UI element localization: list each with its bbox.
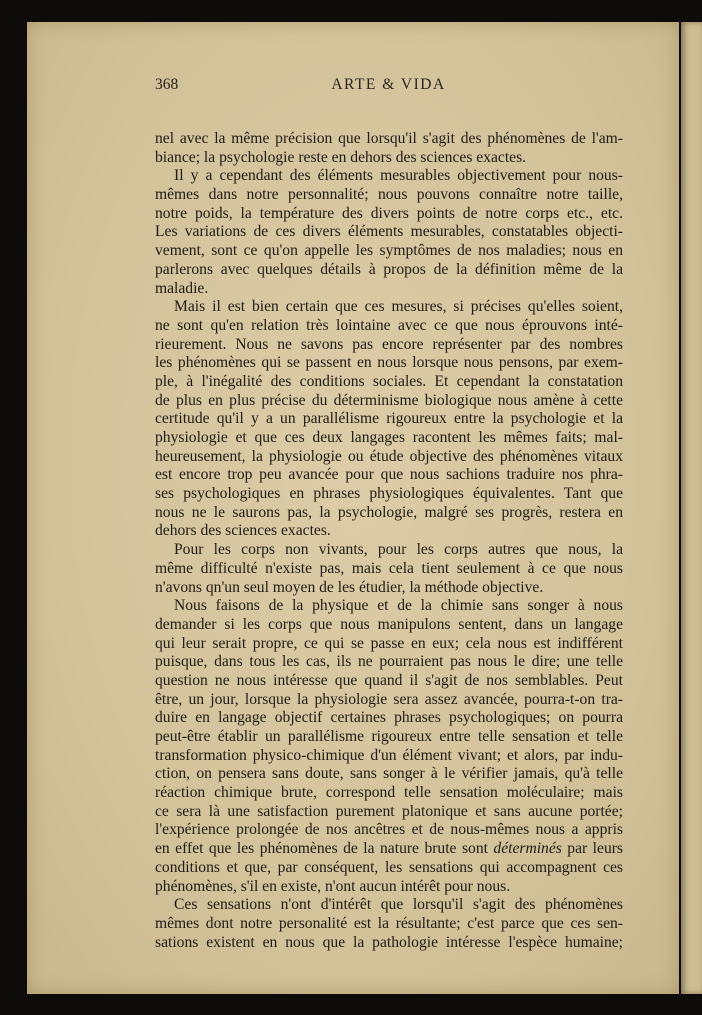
text-line: ple, à l'inégalité des conditions sociales. Et cependant la constatation [155, 372, 623, 390]
text-line: transformation physico-chimique d'un élément vivant; et alors, par indu- [155, 746, 623, 764]
text-line: conditions et que, par conséquent, les sensations qui accompagnent ces [155, 858, 623, 876]
text-line: être, un jour, lorsque la physiologie sera assez avancée, pourra-t-on tra- [155, 690, 623, 708]
text-line: heureusement, la physiologie ou étude objective des phénomènes vitaux [155, 447, 623, 465]
running-title: ARTE & VIDA [331, 76, 446, 93]
text-line: nous ne le saurons pas, la psychologie, malgré ses progrès, restera en [155, 503, 623, 521]
text-line: peut-être établir un parallélisme rigoureux entre telle sensation et telle [155, 728, 623, 745]
text-line: qui leur serait propre, ce qui se passe en eux; cela nous est indifférent [155, 634, 623, 652]
text-line: est encore trop peu avancée pour que nous sachions traduire nos phra- [155, 466, 623, 484]
text-line: question ne nous intéresse que quand il s'agit de nos semblables. Peut [155, 671, 623, 689]
text-line: nel avec la même précision que lorsqu'il s'agit des phénomènes de l'am- [155, 130, 623, 147]
text-line: Pour les corps non vivants, pour les corps autres que nous, la [174, 541, 623, 559]
text-line: ction, on pensera sans doute, sans songer à le vérifier jamais, qu'à telle [155, 765, 623, 783]
text-line-with-italic [155, 840, 623, 859]
text-line: de plus en plus précise du déterminisme biologique nous amène à cette [155, 391, 623, 409]
text-line: demander si les corps que nous manipulons sentent, dans un langage [155, 615, 623, 633]
text-line: rieurement. Nous ne savons pas encore représenter par des nombres [155, 335, 623, 353]
page-header [155, 76, 622, 100]
italic-phrase: déterminés [493, 840, 562, 858]
text-segment: par leurs [561, 840, 623, 858]
text-line: réaction chimique brute, correspond telle sensation moléculaire; mais [155, 784, 623, 802]
text-line: phénomènes, s'il en existe, n'ont aucun intérêt pour nous. [155, 877, 511, 895]
text-line: physiologie et que ces deux langages racontent les mêmes faits; mal- [155, 429, 623, 446]
text-line: Les variations de ces divers éléments mesurables, constatables objecti- [155, 223, 623, 241]
body-text [155, 130, 623, 952]
adjacent-page-edge [681, 22, 702, 994]
text-line: ne sont qu'en relation très lointaine avec ce que nous éprouvons inté- [155, 316, 623, 334]
text-line: l'expérience prolongée de nos ancêtres et de nous-mêmes nous a appris [155, 821, 623, 839]
text-line: biance; la psychologie reste en dehors des sciences exactes. [155, 148, 527, 166]
text-line: maladie. [155, 279, 209, 297]
page-number: 368 [155, 76, 179, 93]
text-line: Il y a cependant des éléments mesurables objectivement pour nous- [174, 167, 623, 185]
text-line: mêmes dont notre personalité est la résultante; c'est parce que ces sen- [155, 914, 623, 932]
text-line: ce sera là une satisfaction purement platonique et sans aucune portée; [155, 802, 623, 820]
text-line: n'avons qn'un seul moyen de les étudier, la méthode objective. [155, 578, 544, 596]
text-line: sations existent en nous que la pathologie intéresse l'espèce humaine; [155, 933, 623, 951]
text-segment: en effet que les phénomènes de la nature brute sont [155, 840, 494, 858]
text-line: notre poids, la température des divers points de notre corps etc., etc. [155, 204, 623, 222]
text-line: mêmes dans notre personnalité; nous pouvons connaître notre taille, [155, 186, 623, 204]
text-line: dehors des sciences exactes. [155, 522, 331, 540]
text-line: duire en langage objectif certaines phrases psychologiques; on pourra [155, 709, 623, 727]
text-line: Nous faisons de la physique et de la chimie sans songer à nous [174, 597, 623, 615]
text-line: certitude qu'il y a un parallélisme rigoureux entre la psychologie et la [155, 410, 623, 428]
text-line: même difficulté n'existe pas, mais cela tient seulement à ce que nous [155, 559, 623, 577]
text-line: Ces sensations n'ont d'intérêt que lorsqu'il s'agit des phénomènes [174, 896, 623, 914]
text-line: les phénomènes qui se passent en nous lorsque nous pensons, par exem- [155, 354, 623, 372]
text-line: puisque, dans tous les cas, ils ne pourraient pas nous le dire; une telle [155, 653, 623, 671]
text-line: parlerons avec quelques détails à propos de la définition même de la [155, 260, 623, 278]
text-line: ses psychologiques en phrases physiologiques équivalentes. Tant que [155, 485, 623, 503]
text-line: Mais il est bien certain que ces mesures, si précises qu'elles soient, [174, 298, 623, 316]
text-line: vement, sont ce qu'on appelle les symptômes de nos maladies; nous en [155, 242, 623, 260]
